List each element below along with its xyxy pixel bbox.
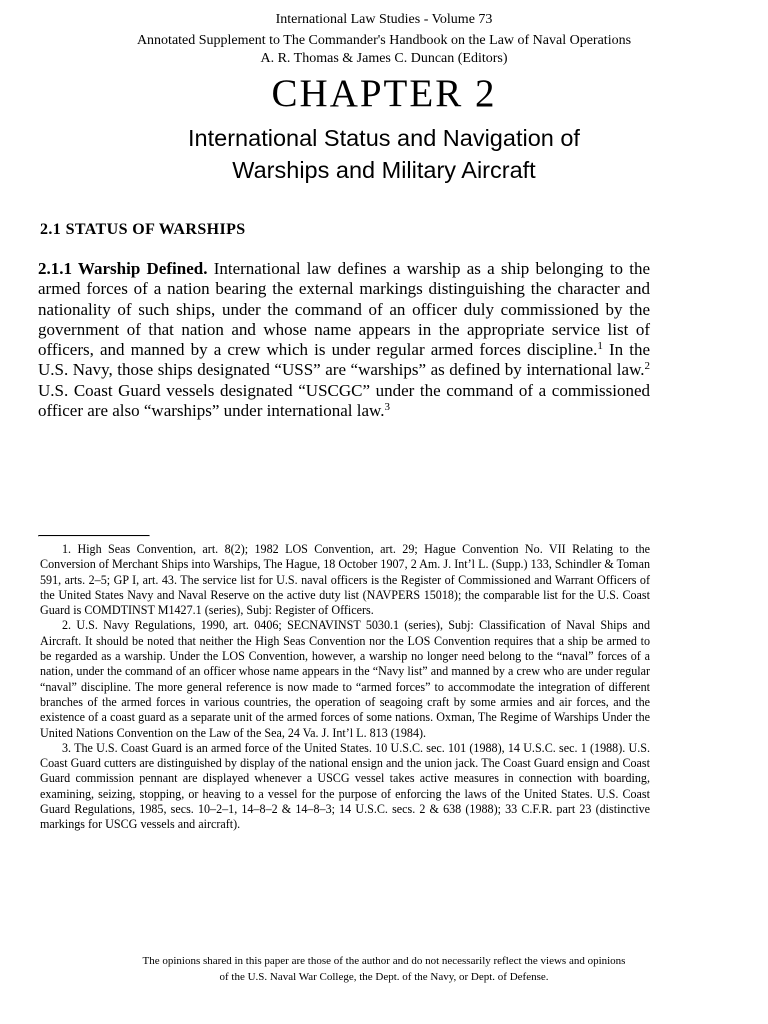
footnotes (40, 542, 650, 833)
footnote-ref-1: 1 (597, 340, 603, 353)
footnote-divider (38, 535, 150, 537)
body-paragraph (38, 259, 650, 421)
footnote-2: 2. U.S. Navy Regulations, 1990, art. 0406; SECNAVINST 5030.1 (series), Subj: Classification of Naval Ships and Aircraft. It should be noted that neither the High Seas Convention nor the LOS Convention requires that a ship be armed to be regarded as a warship. Under the LOS Convention, however, a warship no longer need belong to the “naval” forces of a nation, under the command of an officer whose name appears in the “Navy list” and manned by a crew who are under regular “naval” discipline. The more general reference is now made to “armed forces” to accommodate the integration of different branches of the armed forces in various countries, the operation of seagoing craft by some armies and air forces, and the existence of a coast guard as a separate unit of the armed forces of some nations. Oxman, The Regime of Warships Under the United Nations Convention on the Law of the Sea, 24 Va. J. Int’l L. 813 (1984). (40, 618, 650, 740)
chapter-title-line-1: International Status and Navigation of (188, 125, 580, 151)
disclaimer (40, 953, 728, 985)
disclaimer-line-1: The opinions shared in this paper are those of the author and do not necessarily reflect the views and opinions (142, 955, 626, 967)
body-text-part-2: In the U.S. Navy, those ships designated “USS” are “warships” as defined by international law. (38, 340, 650, 380)
footnote-ref-2: 2 (644, 360, 650, 373)
editors-header: A. R. Thomas & James C. Duncan (Editors) (260, 51, 508, 66)
footnote-3: 3. The U.S. Coast Guard is an armed force of the United States. 10 U.S.C. sec. 101 (1988), 14 U.S.C. sec. 1 (1988). U.S. Coast Guard cutters are distinguished by display of the national ensign and the union jack. The Coast Guard ensign and Coast Guard commission pennant are displayed whenever a USCG vessel takes active measures in connection with boarding, examining, seizing, stopping, or heaving to a vessel for the purpose of enforcing the laws of the United States. U.S. Coast Guard Regulations, 1985, secs. 10–2–1, 14–8–2 & 14–8–3; 14 U.S.C. secs. 2 & 638 (1988); 33 C.F.R. part 23 (distinctive markings for USCG vessels and aircraft). (40, 740, 650, 832)
footnote-1: 1. High Seas Convention, art. 8(2); 1982 LOS Convention, art. 29; Hague Convention No. VII Relating to the Conversion of Merchant Ships into Warships, The Hague, 18 October 1907, 2 Am. J. Int’l L. (Supp.) 133, Schindler & Toman 591, arts. 2–5; GP I, art. 43. The service list for U.S. naval officers is the Register of Commissioned and Warrant Officers of the United States Navy and Naval Reserve on the active duty list (NAVPERS 15018); the comparable list for the U.S. Coast Guard is COMDTINST M1427.1 (series), Subj: Register of Officers. (40, 542, 650, 618)
section-heading: 2.1 STATUS OF WARSHIPS (40, 221, 246, 238)
subsection-heading: 2.1.1 Warship Defined. (38, 259, 208, 278)
volume-header: International Law Studies - Volume 73 (275, 12, 493, 27)
footnote-ref-3: 3 (384, 401, 390, 414)
chapter-title (60, 122, 708, 186)
book-title-header: Annotated Supplement to The Commander's Handbook on the Law of Naval Operations (136, 33, 632, 48)
body-text-part-1: International law defines a warship as a ship belonging to the armed forces of a nation bearing the external markings distinguishing the character and nationality of such ships, under the command of an officer duly commissioned by the government of that nation and whose name appears in the appropriate service list of officers, and manned by a crew which is under regular armed forces discipline. (38, 259, 650, 360)
disclaimer-line-2: of the U.S. Naval War College, the Dept. of the Navy, or Dept. of Defense. (219, 971, 549, 983)
chapter-heading: CHAPTER 2 (271, 72, 497, 115)
body-text-part-3: U.S. Coast Guard vessels designated “USCGC” under the command of a commissioned officer are also “warships” under international law. (38, 380, 650, 421)
chapter-title-line-2: Warships and Military Aircraft (232, 157, 536, 183)
